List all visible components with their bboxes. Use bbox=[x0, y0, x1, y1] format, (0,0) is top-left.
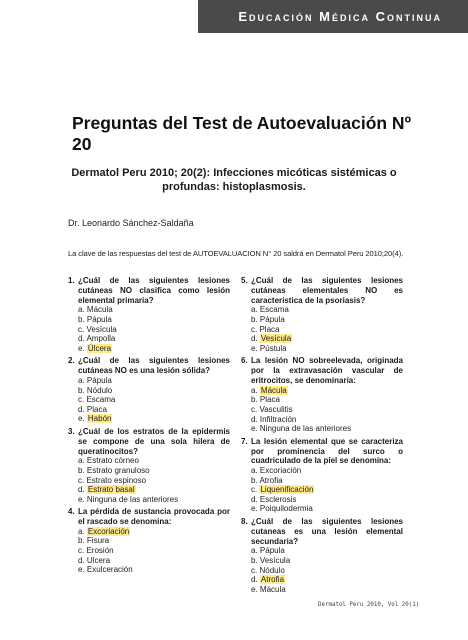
option-letter: d. bbox=[251, 575, 258, 585]
option-text: Placa bbox=[259, 324, 280, 334]
questions-column-right bbox=[241, 276, 403, 597]
answer-option bbox=[251, 485, 403, 495]
option-letter: c. bbox=[251, 324, 258, 334]
question-number: 6. bbox=[241, 356, 248, 366]
option-text: Excoriación bbox=[259, 466, 302, 476]
answer-option bbox=[251, 566, 403, 576]
option-text: Poiquilodermia bbox=[259, 504, 313, 514]
answer-options bbox=[241, 305, 403, 353]
answer-option bbox=[78, 414, 230, 424]
option-text: Mácula bbox=[259, 584, 286, 594]
option-text: Exulceración bbox=[86, 565, 133, 575]
option-letter: a. bbox=[251, 546, 258, 556]
option-letter: a. bbox=[251, 385, 258, 395]
answer-option bbox=[251, 504, 403, 514]
option-letter: a. bbox=[78, 456, 85, 466]
answer-option bbox=[251, 395, 403, 405]
answer-options bbox=[68, 527, 230, 575]
answer-option bbox=[78, 527, 230, 537]
option-letter: b. bbox=[251, 395, 258, 405]
option-text: Ninguna de las anteriores bbox=[259, 424, 352, 434]
question-item bbox=[241, 517, 403, 594]
option-text: Erosión bbox=[86, 546, 114, 556]
answer-options bbox=[241, 386, 403, 434]
question-number: 3. bbox=[68, 426, 75, 436]
option-text: Vesícula bbox=[86, 324, 117, 334]
answer-option bbox=[251, 305, 403, 315]
option-letter: c. bbox=[251, 404, 258, 414]
question-item bbox=[68, 427, 230, 504]
answer-option bbox=[251, 585, 403, 595]
option-text: Nódulo bbox=[86, 385, 113, 395]
answer-option bbox=[251, 575, 403, 585]
question-text: La lesión elemental que se caracteriza por prominencia del surco o cuadriculado de la piel se denomina: bbox=[251, 436, 403, 466]
option-letter: c. bbox=[78, 475, 85, 485]
option-text: Escama bbox=[86, 395, 116, 405]
option-letter: c. bbox=[78, 324, 85, 334]
answer-option bbox=[78, 334, 230, 344]
question-stem bbox=[241, 276, 403, 305]
answer-option bbox=[78, 485, 230, 495]
question-stem bbox=[241, 437, 403, 466]
answer-option bbox=[251, 424, 403, 434]
option-letter: e. bbox=[78, 343, 85, 353]
option-letter: b. bbox=[78, 314, 85, 324]
footer-citation: Dermatol Peru 2010, Vol 20(1) bbox=[318, 602, 420, 608]
answer-option bbox=[251, 495, 403, 505]
option-letter: b. bbox=[78, 465, 85, 475]
answer-option bbox=[78, 405, 230, 415]
question-number: 1. bbox=[68, 276, 75, 285]
answer-option bbox=[78, 305, 230, 315]
option-letter: b. bbox=[251, 556, 258, 566]
option-letter: b. bbox=[251, 475, 258, 485]
answer-option bbox=[78, 476, 230, 486]
option-letter: b. bbox=[78, 536, 85, 546]
option-text: Atrofia bbox=[259, 475, 283, 485]
question-stem bbox=[241, 517, 403, 546]
question-item bbox=[241, 276, 403, 353]
option-letter: c. bbox=[251, 565, 258, 575]
answer-options bbox=[241, 466, 403, 514]
answer-option bbox=[78, 495, 230, 505]
answer-option bbox=[78, 386, 230, 396]
author-name: Dr. Leonardo Sánchez-Saldaña bbox=[68, 218, 194, 228]
option-text: Estrato espinoso bbox=[86, 475, 147, 485]
option-letter: b. bbox=[78, 385, 85, 395]
option-text: Infiltración bbox=[259, 414, 297, 424]
option-text: Mácula bbox=[86, 305, 113, 315]
option-letter: e. bbox=[78, 414, 85, 424]
highlighted-answer: Atrofia bbox=[260, 575, 285, 585]
option-letter: a. bbox=[78, 526, 85, 536]
answer-option bbox=[251, 466, 403, 476]
question-number: 7. bbox=[241, 436, 248, 446]
question-number: 4. bbox=[68, 507, 75, 517]
question-text: ¿Cuál de los estratos de la epidermis se compone de una sola hilera de queratinocitos? bbox=[78, 426, 230, 456]
question-item bbox=[241, 356, 403, 433]
answer-option bbox=[78, 315, 230, 325]
option-text: Pápula bbox=[86, 375, 112, 385]
answer-option bbox=[78, 466, 230, 476]
answer-option bbox=[251, 344, 403, 354]
answer-option bbox=[78, 325, 230, 335]
question-text: La pérdida de sustancia provocada por el rascado se denomina: bbox=[78, 507, 230, 527]
option-text: Vasculitis bbox=[259, 404, 293, 414]
answer-option bbox=[78, 344, 230, 354]
highlighted-answer: Estrato basal bbox=[87, 485, 135, 495]
option-text: Pústula bbox=[259, 343, 287, 353]
option-letter: e. bbox=[78, 494, 85, 504]
question-text: La lesión NO sobreelevada, originada por la extravasación vascular de eritrocitos, se denominaría: bbox=[251, 356, 403, 385]
option-letter: a. bbox=[78, 305, 85, 315]
option-text: Pápula bbox=[259, 314, 285, 324]
option-letter: c. bbox=[78, 395, 85, 405]
answer-option bbox=[251, 334, 403, 344]
option-text: Ninguna de las anteriores bbox=[86, 494, 179, 504]
option-text: Esclerosis bbox=[259, 494, 297, 504]
answer-option bbox=[78, 536, 230, 546]
answer-option bbox=[78, 556, 230, 566]
option-letter: b. bbox=[251, 314, 258, 324]
highlighted-answer: Vesícula bbox=[260, 334, 292, 344]
answer-option bbox=[78, 565, 230, 575]
question-text: ¿Cuál de las siguientes lesiones cutaneas es una lesión elemental secundaria? bbox=[251, 517, 403, 546]
option-text: Vesícula bbox=[259, 556, 291, 566]
option-text: Placa bbox=[86, 404, 107, 414]
page-title: Preguntas del Test de Autoevaluación Nº 20 bbox=[72, 113, 411, 154]
question-number: 5. bbox=[241, 276, 248, 285]
answer-option bbox=[251, 325, 403, 335]
option-letter: c. bbox=[251, 485, 258, 495]
answer-option bbox=[251, 315, 403, 325]
option-letter: d. bbox=[78, 555, 85, 565]
option-text: Pápula bbox=[86, 314, 112, 324]
option-text: Fisura bbox=[86, 536, 110, 546]
option-letter: a. bbox=[78, 375, 85, 385]
option-text: Escama bbox=[259, 305, 289, 315]
option-letter: e. bbox=[78, 565, 85, 575]
option-letter: d. bbox=[78, 404, 85, 414]
answer-option bbox=[251, 415, 403, 425]
highlighted-answer: Excoriación bbox=[87, 526, 130, 536]
option-letter: d. bbox=[251, 414, 258, 424]
highlighted-answer: Mácula bbox=[260, 385, 287, 395]
option-letter: d. bbox=[78, 334, 85, 344]
answer-options bbox=[68, 305, 230, 353]
question-text: ¿Cuál de las siguientes lesiones cutáneas elementales NO es característica de la psoriasis? bbox=[251, 276, 403, 305]
answer-option bbox=[251, 386, 403, 396]
answer-option bbox=[78, 546, 230, 556]
question-number: 2. bbox=[68, 356, 75, 366]
question-item bbox=[241, 437, 403, 514]
option-letter: d. bbox=[251, 334, 258, 344]
answer-options bbox=[68, 376, 230, 424]
section-header: Educación Médica Continua bbox=[198, 0, 468, 33]
option-text: Placa bbox=[259, 395, 280, 405]
option-letter: c. bbox=[78, 546, 85, 556]
option-letter: e. bbox=[251, 424, 258, 434]
answer-key-note: La clave de las respuestas del test de AUTOEVALUACION N° 20 saldrá en Dermatol Peru 2010;20(4). bbox=[68, 249, 404, 258]
article-reference: Dermatol Peru 2010; 20(2): Infecciones micóticas sistémicas o profundas: histoplasmosis. bbox=[71, 167, 397, 193]
option-letter: e. bbox=[251, 343, 258, 353]
question-stem bbox=[241, 356, 403, 385]
question-item bbox=[68, 507, 230, 575]
question-stem bbox=[68, 427, 230, 456]
answer-option bbox=[251, 405, 403, 415]
question-item bbox=[68, 276, 230, 353]
answer-option bbox=[251, 546, 403, 556]
answer-option bbox=[251, 556, 403, 566]
option-letter: e. bbox=[251, 584, 258, 594]
option-text: Nódulo bbox=[259, 565, 285, 575]
answer-options bbox=[68, 456, 230, 504]
highlighted-answer: Úlcera bbox=[87, 343, 112, 353]
option-text: Ampolla bbox=[86, 334, 116, 344]
questions-column-left bbox=[68, 276, 230, 578]
option-text: Estrato granuloso bbox=[86, 465, 150, 475]
question-text: ¿Cuál de las siguientes lesiones cutáneas NO clasifica como lesión elemental primaria? bbox=[78, 276, 230, 305]
option-text: Ulcera bbox=[86, 555, 111, 565]
answer-option bbox=[251, 476, 403, 486]
answer-option bbox=[78, 376, 230, 386]
option-text: Estrato córneo bbox=[86, 456, 139, 466]
question-text: ¿Cuál de las siguientes lesiones cutáneas NO es una lesión sólida? bbox=[78, 356, 230, 376]
answer-option bbox=[78, 395, 230, 405]
option-text: Pápula bbox=[259, 546, 285, 556]
answer-option bbox=[78, 456, 230, 466]
answer-options bbox=[241, 546, 403, 594]
option-letter: a. bbox=[251, 305, 258, 315]
question-stem bbox=[68, 356, 230, 376]
option-letter: a. bbox=[251, 466, 258, 476]
question-stem bbox=[68, 507, 230, 527]
highlighted-answer: Habón bbox=[87, 414, 112, 424]
option-letter: e. bbox=[251, 504, 258, 514]
option-letter: d. bbox=[251, 494, 258, 504]
option-letter: d. bbox=[78, 485, 85, 495]
highlighted-answer: Liquenificación bbox=[260, 485, 314, 495]
question-number: 8. bbox=[241, 517, 248, 527]
question-item bbox=[68, 356, 230, 424]
question-stem bbox=[68, 276, 230, 305]
